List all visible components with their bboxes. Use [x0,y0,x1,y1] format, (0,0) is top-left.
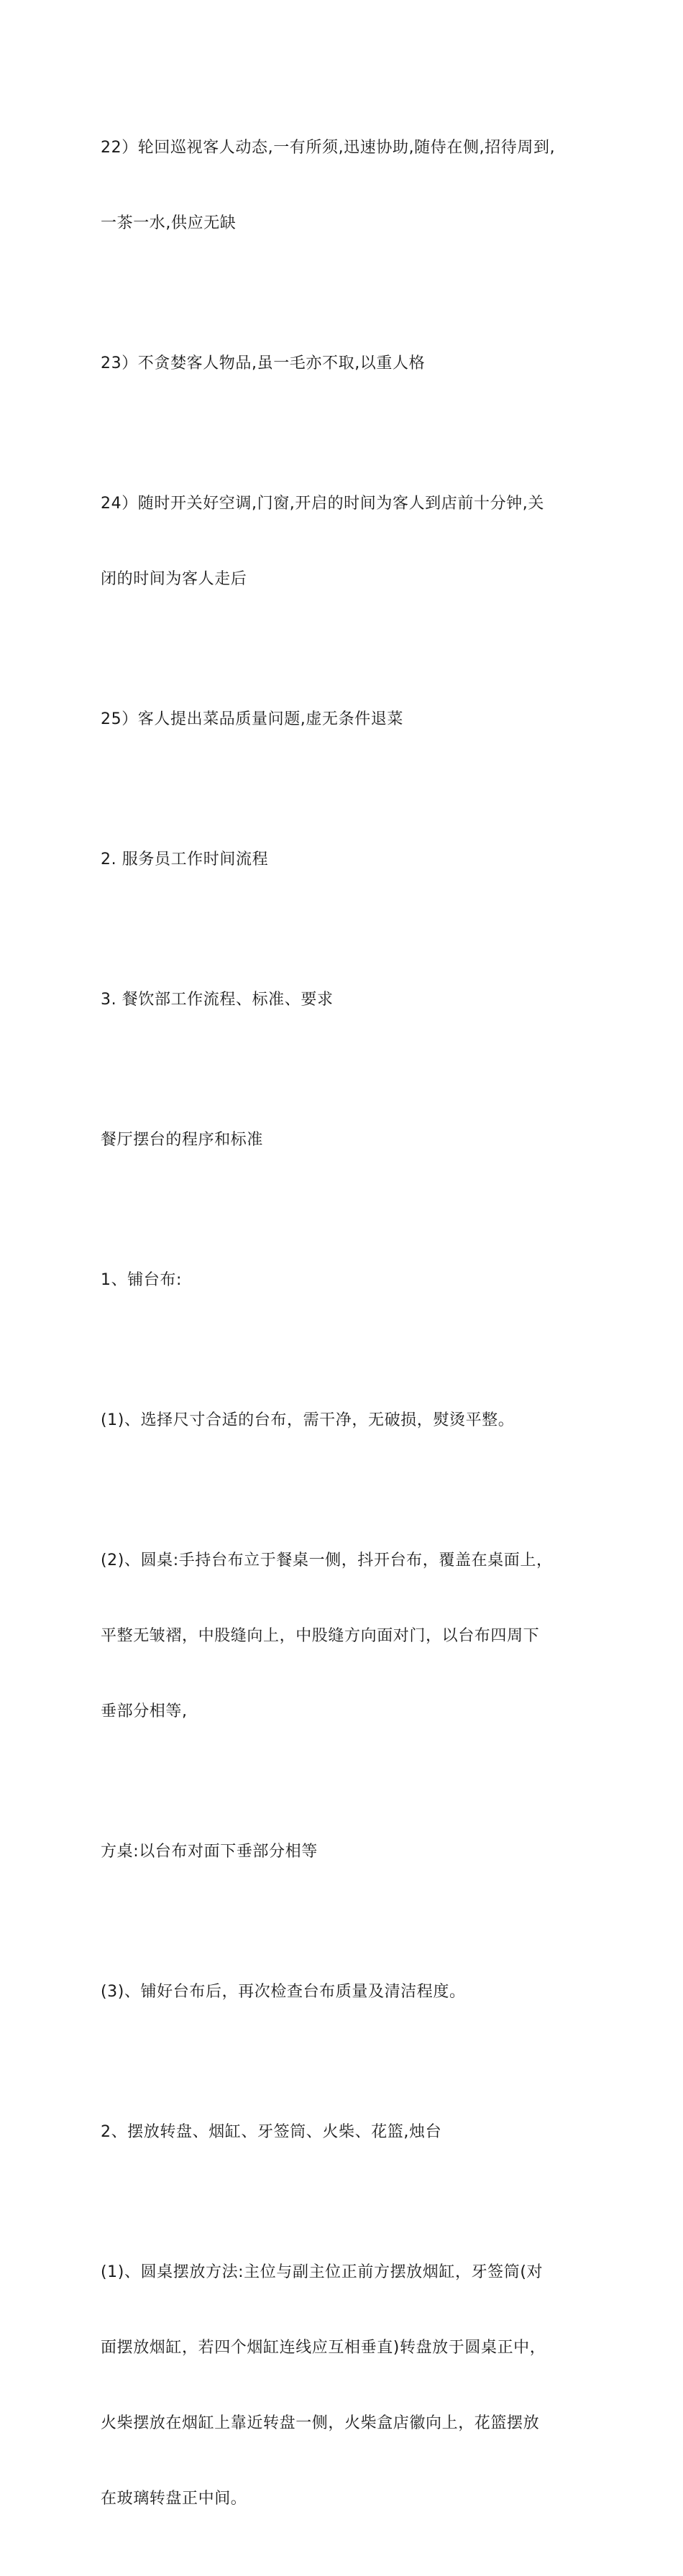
text-line: 1、铺台布: [101,1271,183,1289]
step-item-square-table [101,1789,597,1915]
text-line: 餐厅摆台的程序和标准 [101,1131,264,1149]
step-heading-1 [101,1217,597,1343]
section-heading-3 [101,937,597,1063]
text-line: 面摆放烟缸，若四个烟缸连线应互相垂直)转盘放于圆桌正中， [101,2339,546,2357]
text-line: 2、摆放转盘、烟缸、牙签筒、火柴、花篮,烛台 [101,2123,442,2141]
subsection-heading [101,1077,597,1203]
step-item-1-3 [101,1929,597,2055]
step-item-2-1 [101,2209,597,2562]
section-heading-2 [101,797,597,922]
document-body [101,85,597,2576]
step-heading-2 [101,2069,597,2195]
text-line: (3)、铺好台布后，再次检查台布质量及清洁程度。 [101,1983,466,2001]
text-line: 24）随时开关好空调,门窗,开启的时间为客人到店前十分钟,关 [101,495,544,513]
text-line: 一茶一水,供应无缺 [101,214,237,232]
paragraph-25 [101,656,597,782]
text-line: (2)、圆桌:手持台布立于餐桌一侧，抖开台布，覆盖在桌面上， [101,1551,553,1569]
paragraph-24 [101,441,597,642]
text-line: (1)、选择尺寸合适的台布，需干净，无破损，熨烫平整。 [101,1411,515,1429]
text-line: 火柴摆放在烟缸上靠近转盘一侧，火柴盒店徽向上，花篮摆放 [101,2414,540,2432]
text-line: 闭的时间为客人走后 [101,570,247,588]
text-line: 方桌:以台布对面下垂部分相等 [101,1843,318,1861]
text-line: 22）轮回巡视客人动态,一有所须,迅速协助,随侍在侧,招待周到, [101,139,556,157]
text-line: 在玻璃转盘正中间。 [101,2490,247,2508]
text-line: 23）不贪婪客人物品,虽一毛亦不取,以重人格 [101,354,426,372]
text-line: 垂部分相等, [101,1702,188,1720]
step-item-1-1 [101,1357,597,1483]
paragraph-22 [101,85,597,286]
text-line: 25）客人提出菜品质量问题,虚无条件退菜 [101,710,403,728]
text-line: 平整无皱褶，中股缝向上，中股缝方向面对门，以台布四周下 [101,1627,540,1645]
text-line: 3. 餐饮部工作流程、标准、要求 [101,991,334,1009]
paragraph-23 [101,301,597,426]
text-line: (1)、圆桌摆放方法:主位与副主位正前方摆放烟缸，牙签筒(对 [101,2263,544,2281]
step-item-1-2 [101,1498,597,1774]
text-line: 2. 服务员工作时间流程 [101,851,269,868]
